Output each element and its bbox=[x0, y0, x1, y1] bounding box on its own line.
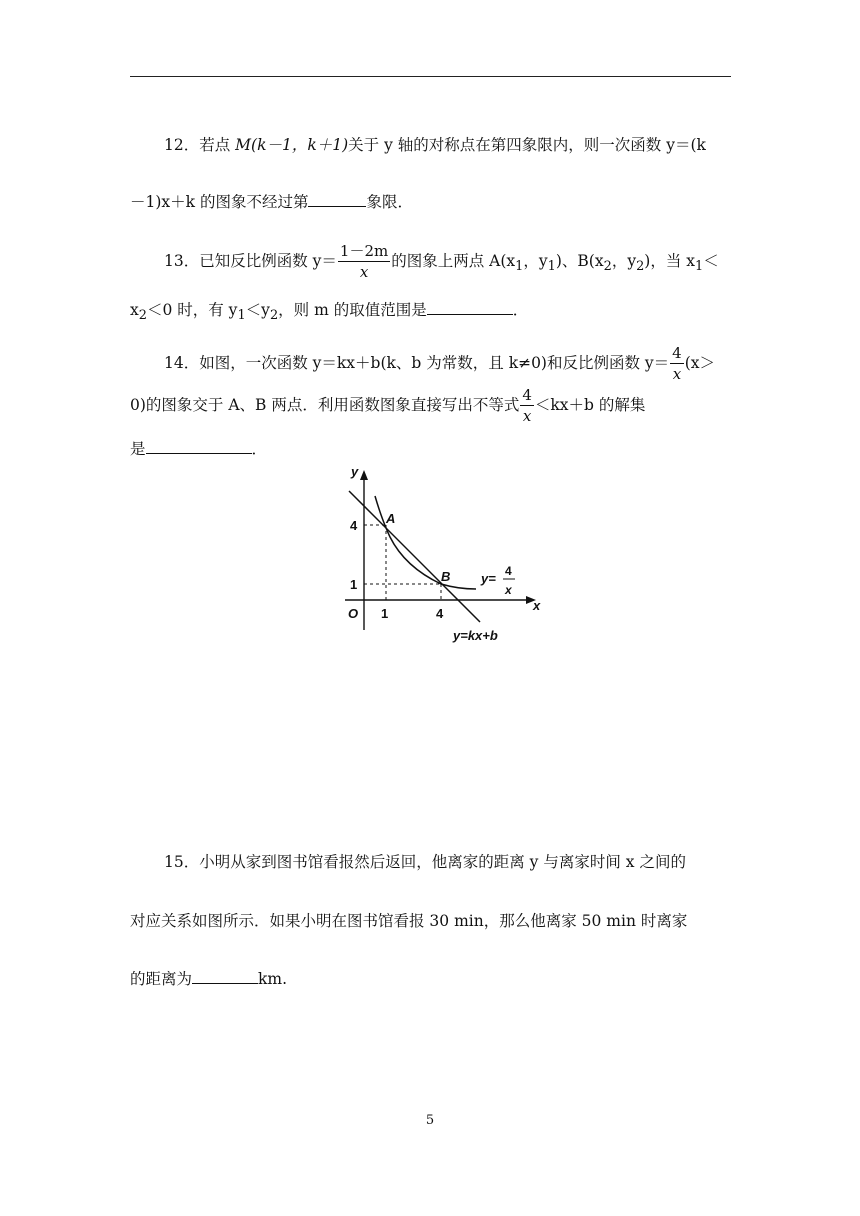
q14-line-3: 是 ． bbox=[130, 440, 268, 458]
q14-number: 14． bbox=[164, 354, 200, 372]
point-b-label: B bbox=[441, 569, 451, 584]
q12-line-1: 12．若点 M(k－1，k＋1)关于 y 轴的对称点在第四象限内，则一次函数 y＝(k bbox=[164, 136, 706, 154]
origin-label: O bbox=[348, 606, 359, 621]
q13-number: 13． bbox=[164, 252, 200, 270]
q12-number: 12． bbox=[164, 136, 200, 154]
y-axis-label: y bbox=[351, 464, 359, 479]
q14-line-1: 14．如图，一次函数 y＝kx＋b(k、b 为常数，且 k≠0)和反比例函数 y＝ $\frac{4}{x}$ (x＞ bbox=[164, 344, 716, 383]
q12-point: M(k－1，k＋1) bbox=[235, 136, 349, 154]
inverse-function-curve bbox=[375, 496, 476, 589]
curve-label-prefix: y= bbox=[481, 571, 496, 586]
curve-label-denominator: x bbox=[505, 583, 512, 597]
q13-line-1: 13．已知反比例函数 y＝ $\frac{1-2m}{x}$ 的图象上两点 $A(x_1$，$y_1$)、$B(x_2$，$y_2$)，当 $x_1<$ bbox=[164, 242, 719, 281]
q13-fraction: $\frac{1-2m}{x}$ bbox=[339, 242, 389, 281]
q14-line-2: 0)的图象交于 A、B 两点．利用函数图象直接写出不等式 $\frac{4}{x}$ ＜kx＋b 的解集 bbox=[130, 386, 646, 425]
x-axis-label: x bbox=[533, 598, 541, 613]
q15-line-3: 的距离为 km. bbox=[130, 970, 288, 988]
q15-line-2: 对应关系如图所示．如果小明在图书馆看报 30 min，那么他离家 50 min 时离家 bbox=[130, 912, 688, 930]
line-label: y=kx+b bbox=[453, 628, 498, 643]
q15-line-1: 15．小明从家到图书馆看报然后返回，他离家的距离 y 与离家时间 x 之间的 bbox=[164, 853, 686, 871]
y-axis-arrow bbox=[360, 470, 368, 480]
y-tick-1: 1 bbox=[350, 577, 358, 592]
q13-line-2: $x_2<0$ 时，有 $y_1<y_2$，则 m 的取值范围是 ． bbox=[130, 301, 529, 324]
q14-fraction-1: $\frac{4}{x}$ bbox=[672, 344, 682, 383]
q12-line-2: －1)x＋k 的图象不经过第 象限． bbox=[130, 193, 413, 211]
q15-answer-blank[interactable] bbox=[192, 969, 258, 984]
page-number: 5 bbox=[425, 1113, 435, 1128]
linear-function-line bbox=[349, 491, 480, 622]
y-tick-4: 4 bbox=[350, 518, 358, 533]
q14-fraction-2: $\frac{4}{x}$ bbox=[522, 386, 532, 425]
x-tick-1: 1 bbox=[381, 606, 389, 621]
x-tick-4: 4 bbox=[436, 606, 444, 621]
curve-label-numerator: 4 bbox=[505, 564, 512, 578]
point-a-label: A bbox=[386, 511, 396, 526]
q15-number: 15． bbox=[164, 853, 200, 871]
